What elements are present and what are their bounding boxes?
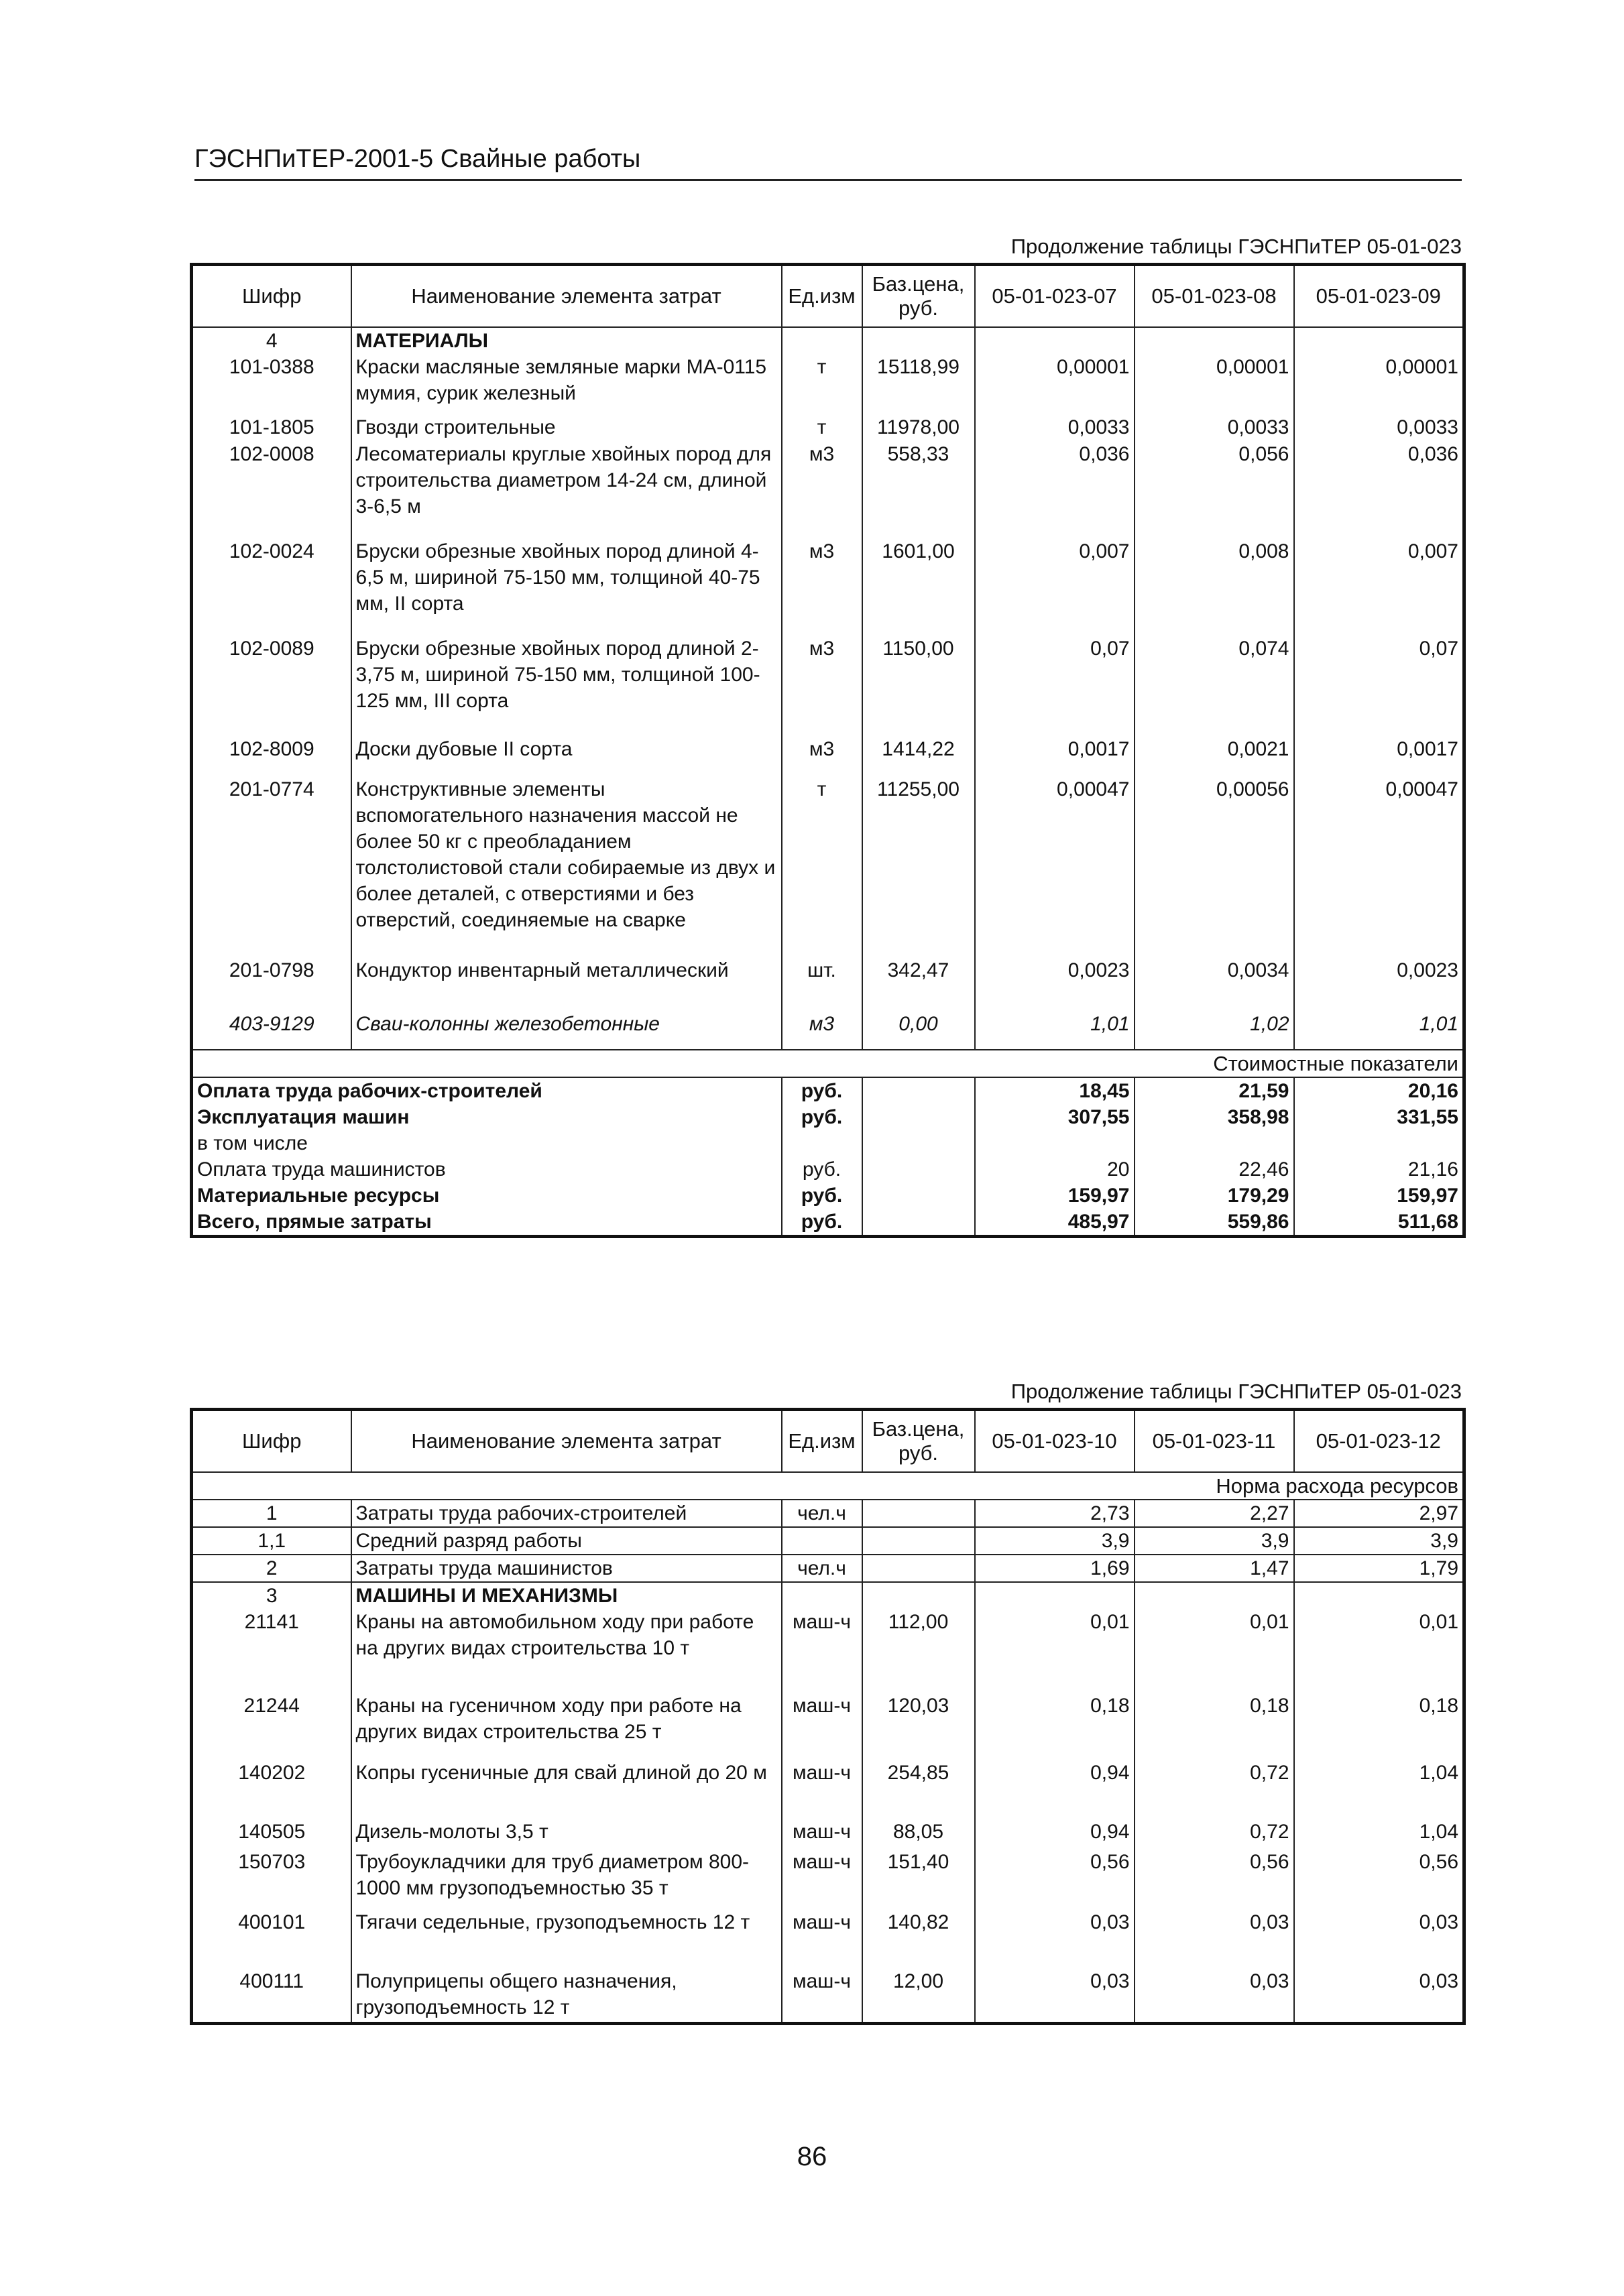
row-v2: 0,00056: [1135, 776, 1294, 957]
row-name: Дизель-молоты 3,5 т: [351, 1819, 782, 1849]
table-row: [192, 414, 1464, 441]
cost-name: Всего, прямые затраты: [192, 1209, 782, 1237]
cost-header: Стоимостные показатели: [192, 1050, 1464, 1077]
row-price: 151,40: [862, 1849, 975, 1909]
cost-v1: [975, 1130, 1135, 1156]
row-code: 101-0388: [192, 354, 351, 414]
cost-v3: 511,68: [1294, 1209, 1464, 1237]
table2-header-row: [192, 1410, 1464, 1473]
cost-v1: 485,97: [975, 1209, 1135, 1237]
row-price: 112,00: [862, 1609, 975, 1693]
labor-row: [192, 1527, 1464, 1555]
row-unit: маш-ч: [782, 1819, 862, 1849]
col-v1-header: 05-01-023-10: [975, 1410, 1135, 1473]
cost-v2: 559,86: [1135, 1209, 1294, 1237]
row-v3: 0,03: [1294, 1909, 1464, 1968]
row-code: 403-9129: [192, 1011, 351, 1050]
col-unit-header: Ед.изм: [782, 265, 862, 328]
cost-name: Эксплуатация машин: [192, 1104, 782, 1130]
table2-caption: Продолжение таблицы ГЭСНПиТЕР 05-01-023: [1010, 1380, 1462, 1403]
row-v1: 2,73: [975, 1500, 1135, 1527]
row-v3: 1,04: [1294, 1819, 1464, 1849]
cost-v2: [1135, 1130, 1294, 1156]
row-unit: чел.ч: [782, 1500, 862, 1527]
col-name-header: Наименование элемента затрат: [351, 265, 782, 328]
cost-v3: 159,97: [1294, 1183, 1464, 1209]
cost-v1: 159,97: [975, 1183, 1135, 1209]
row-v1: 0,03: [975, 1909, 1135, 1968]
section-number: 3: [192, 1582, 351, 1609]
row-price: 11255,00: [862, 776, 975, 957]
row-code: 201-0774: [192, 776, 351, 957]
row-v1: 0,007: [975, 538, 1135, 636]
row-v2: 3,9: [1135, 1527, 1294, 1555]
row-v2: 0,03: [1135, 1968, 1294, 2023]
row-v1: 0,94: [975, 1760, 1135, 1819]
row-v3: 0,007: [1294, 538, 1464, 636]
cost-v2: 21,59: [1135, 1077, 1294, 1104]
row-code: 140202: [192, 1760, 351, 1819]
row-v3: 0,00047: [1294, 776, 1464, 957]
cost-v1: 307,55: [975, 1104, 1135, 1130]
table2: [190, 1408, 1466, 2025]
row-v3: 1,01: [1294, 1011, 1464, 1050]
row-v2: 0,01: [1135, 1609, 1294, 1693]
section-row: [192, 1582, 1464, 1609]
cost-row: [192, 1156, 1464, 1183]
row-name: Полуприцепы общего назначения, грузоподъемность 12 т: [351, 1968, 782, 2023]
row-price: 1414,22: [862, 736, 975, 776]
row-name: Сваи-колонны железобетонные: [351, 1011, 782, 1050]
row-v1: 0,56: [975, 1849, 1135, 1909]
col-v3-header: 05-01-023-12: [1294, 1410, 1464, 1473]
row-v3: 0,0017: [1294, 736, 1464, 776]
row-v2: 0,72: [1135, 1760, 1294, 1819]
row-name: Краны на гусеничном ходу при работе на других видах строительства 25 т: [351, 1693, 782, 1760]
row-code: 21141: [192, 1609, 351, 1693]
row-unit: маш-ч: [782, 1968, 862, 2023]
row-price: 11978,00: [862, 414, 975, 441]
cost-unit: [782, 1130, 862, 1156]
row-v1: 3,9: [975, 1527, 1135, 1555]
row-code: 400101: [192, 1909, 351, 1968]
row-v1: 0,94: [975, 1819, 1135, 1849]
cost-row: [192, 1077, 1464, 1104]
row-v2: 0,008: [1135, 538, 1294, 636]
cost-v3: 20,16: [1294, 1077, 1464, 1104]
row-price: 120,03: [862, 1693, 975, 1760]
row-v1: 0,0017: [975, 736, 1135, 776]
row-name: Копры гусеничные для свай длиной до 20 м: [351, 1760, 782, 1819]
row-v3: 0,07: [1294, 636, 1464, 736]
table-row: [192, 1693, 1464, 1760]
row-v2: 0,056: [1135, 441, 1294, 538]
col-name-header: Наименование элемента затрат: [351, 1410, 782, 1473]
cost-v3: 331,55: [1294, 1104, 1464, 1130]
row-unit: м3: [782, 736, 862, 776]
table-row: [192, 1819, 1464, 1849]
row-v2: 0,0033: [1135, 414, 1294, 441]
row-code: 150703: [192, 1849, 351, 1909]
row-v3: 1,04: [1294, 1760, 1464, 1819]
row-name: Доски дубовые II сорта: [351, 736, 782, 776]
row-v2: 0,03: [1135, 1909, 1294, 1968]
row-v3: 0,00001: [1294, 354, 1464, 414]
row-price: 88,05: [862, 1819, 975, 1849]
cost-row: [192, 1209, 1464, 1237]
table-row: [192, 1760, 1464, 1819]
row-unit: т: [782, 776, 862, 957]
section-number: 4: [192, 327, 351, 354]
row-v1: 0,00001: [975, 354, 1135, 414]
cost-header-row: [192, 1050, 1464, 1077]
col-price-header: Баз.цена, руб.: [862, 1410, 975, 1473]
row-code: 400111: [192, 1968, 351, 2023]
section-title: МАШИНЫ И МЕХАНИЗМЫ: [351, 1582, 782, 1609]
col-v1-header: 05-01-023-07: [975, 265, 1135, 328]
table1-caption: Продолжение таблицы ГЭСНПиТЕР 05-01-023: [1010, 235, 1462, 258]
col-v2-header: 05-01-023-11: [1135, 1410, 1294, 1473]
row-v3: 0,0033: [1294, 414, 1464, 441]
row-name: Затраты труда рабочих-строителей: [351, 1500, 782, 1527]
labor-row: [192, 1500, 1464, 1527]
cost-v2: 179,29: [1135, 1183, 1294, 1209]
row-price: 140,82: [862, 1909, 975, 1968]
row-v2: 0,18: [1135, 1693, 1294, 1760]
row-v1: 1,01: [975, 1011, 1135, 1050]
row-v2: 0,00001: [1135, 354, 1294, 414]
cost-unit: руб.: [782, 1104, 862, 1130]
cost-row: [192, 1183, 1464, 1209]
row-unit: маш-ч: [782, 1609, 862, 1693]
row-unit: чел.ч: [782, 1555, 862, 1582]
row-unit: т: [782, 354, 862, 414]
row-code: 140505: [192, 1819, 351, 1849]
row-v2: 0,074: [1135, 636, 1294, 736]
row-name: Средний разряд работы: [351, 1527, 782, 1555]
cost-name: Оплата труда рабочих-строителей: [192, 1077, 782, 1104]
cost-row: [192, 1104, 1464, 1130]
col-v2-header: 05-01-023-08: [1135, 265, 1294, 328]
col-unit-header: Ед.изм: [782, 1410, 862, 1473]
cost-v3: [1294, 1130, 1464, 1156]
row-unit: маш-ч: [782, 1849, 862, 1909]
col-code-header: Шифр: [192, 1410, 351, 1473]
row-v1: 0,18: [975, 1693, 1135, 1760]
row-name: Кондуктор инвентарный металлический: [351, 957, 782, 1011]
cost-row: [192, 1130, 1464, 1156]
cost-v3: 21,16: [1294, 1156, 1464, 1183]
table-row: [192, 957, 1464, 1011]
row-unit: шт.: [782, 957, 862, 1011]
row-code: 1: [192, 1500, 351, 1527]
row-price: 12,00: [862, 1968, 975, 2023]
row-code: 21244: [192, 1693, 351, 1760]
row-name: Конструктивные элементы вспомогательного назначения массой не более 50 кг с преобладанием толстолистовой стали собираемые из двух и более деталей, с отверстиями и без отверстий, соединяемые на сварке: [351, 776, 782, 957]
cost-v2: 358,98: [1135, 1104, 1294, 1130]
row-name: Затраты труда машинистов: [351, 1555, 782, 1582]
row-v2: 0,72: [1135, 1819, 1294, 1849]
row-v1: 0,00047: [975, 776, 1135, 957]
table-row: [192, 1849, 1464, 1909]
row-code: 102-0024: [192, 538, 351, 636]
row-unit: м3: [782, 636, 862, 736]
cost-v2: 22,46: [1135, 1156, 1294, 1183]
row-v1: 0,01: [975, 1609, 1135, 1693]
row-price: 558,33: [862, 441, 975, 538]
row-v2: 2,27: [1135, 1500, 1294, 1527]
row-v3: 0,56: [1294, 1849, 1464, 1909]
norm-header: Норма расхода ресурсов: [192, 1472, 1464, 1500]
row-name: Краски масляные земляные марки МА-0115 мумия, сурик железный: [351, 354, 782, 414]
row-code: 102-8009: [192, 736, 351, 776]
table-row: [192, 354, 1464, 414]
row-v3: 0,03: [1294, 1968, 1464, 2023]
page-number: 86: [797, 2142, 827, 2171]
labor-row: [192, 1555, 1464, 1582]
cost-name: в том числе: [192, 1130, 782, 1156]
row-v3: 1,79: [1294, 1555, 1464, 1582]
row-price: 15118,99: [862, 354, 975, 414]
row-v2: 1,47: [1135, 1555, 1294, 1582]
row-v1: 0,03: [975, 1968, 1135, 2023]
cost-v1: 18,45: [975, 1077, 1135, 1104]
cost-unit: руб.: [782, 1209, 862, 1237]
row-unit: м3: [782, 538, 862, 636]
row-v2: 0,56: [1135, 1849, 1294, 1909]
running-header: ГЭСНПиТЕР-2001-5 Свайные работы: [194, 144, 1462, 181]
row-unit: маш-ч: [782, 1760, 862, 1819]
table-row: [192, 538, 1464, 636]
row-code: 201-0798: [192, 957, 351, 1011]
cost-unit: руб.: [782, 1156, 862, 1183]
row-unit: т: [782, 414, 862, 441]
cost-name: Оплата труда машинистов: [192, 1156, 782, 1183]
row-unit: м3: [782, 1011, 862, 1050]
row-price: 1601,00: [862, 538, 975, 636]
row-name: Трубоукладчики для труб диаметром 800-1000 мм грузоподъемностью 35 т: [351, 1849, 782, 1909]
table-row: [192, 1968, 1464, 2023]
row-v3: 0,036: [1294, 441, 1464, 538]
cost-unit: руб.: [782, 1077, 862, 1104]
row-price: 342,47: [862, 957, 975, 1011]
row-v1: 0,07: [975, 636, 1135, 736]
row-unit: м3: [782, 441, 862, 538]
row-v3: 3,9: [1294, 1527, 1464, 1555]
row-v1: 0,036: [975, 441, 1135, 538]
table-row: [192, 1609, 1464, 1693]
col-v3-header: 05-01-023-09: [1294, 265, 1464, 328]
table-row: [192, 736, 1464, 776]
col-price-header: Баз.цена, руб.: [862, 265, 975, 328]
table-row-italic: [192, 1011, 1464, 1050]
row-code: 101-1805: [192, 414, 351, 441]
row-code: 2: [192, 1555, 351, 1582]
row-v1: 0,0033: [975, 414, 1135, 441]
row-name: Бруски обрезные хвойных пород длиной 2-3,75 м, шириной 75-150 мм, толщиной 100-125 мм, III сорта: [351, 636, 782, 736]
row-v2: 0,0034: [1135, 957, 1294, 1011]
table1: [190, 263, 1466, 1238]
row-unit: [782, 1527, 862, 1555]
section-title: МАТЕРИАЛЫ: [351, 327, 782, 354]
row-v2: 1,02: [1135, 1011, 1294, 1050]
row-v3: 0,0023: [1294, 957, 1464, 1011]
table-row: [192, 776, 1464, 957]
row-name: Тягачи седельные, грузоподъемность 12 т: [351, 1909, 782, 1968]
cost-name: Материальные ресурсы: [192, 1183, 782, 1209]
row-name: Гвозди строительные: [351, 414, 782, 441]
row-v1: 1,69: [975, 1555, 1135, 1582]
row-v1: 0,0023: [975, 957, 1135, 1011]
table1-header-row: [192, 265, 1464, 328]
row-unit: маш-ч: [782, 1693, 862, 1760]
cost-unit: руб.: [782, 1183, 862, 1209]
row-unit: маш-ч: [782, 1909, 862, 1968]
table-row: [192, 1909, 1464, 1968]
row-code: 1,1: [192, 1527, 351, 1555]
norm-header-row: [192, 1472, 1464, 1500]
cost-v1: 20: [975, 1156, 1135, 1183]
row-name: Краны на автомобильном ходу при работе на других видах строительства 10 т: [351, 1609, 782, 1693]
row-v3: 0,01: [1294, 1609, 1464, 1693]
section-row: [192, 327, 1464, 354]
col-code-header: Шифр: [192, 265, 351, 328]
table-row: [192, 441, 1464, 538]
row-v2: 0,0021: [1135, 736, 1294, 776]
row-v3: 2,97: [1294, 1500, 1464, 1527]
row-price: 0,00: [862, 1011, 975, 1050]
table-row: [192, 636, 1464, 736]
row-v3: 0,18: [1294, 1693, 1464, 1760]
row-name: Бруски обрезные хвойных пород длиной 4-6,5 м, шириной 75-150 мм, толщиной 40-75 мм, II сорта: [351, 538, 782, 636]
row-code: 102-0008: [192, 441, 351, 538]
row-price: 1150,00: [862, 636, 975, 736]
row-name: Лесоматериалы круглые хвойных пород для строительства диаметром 14-24 см, длиной 3-6,5 м: [351, 441, 782, 538]
row-price: 254,85: [862, 1760, 975, 1819]
row-code: 102-0089: [192, 636, 351, 736]
